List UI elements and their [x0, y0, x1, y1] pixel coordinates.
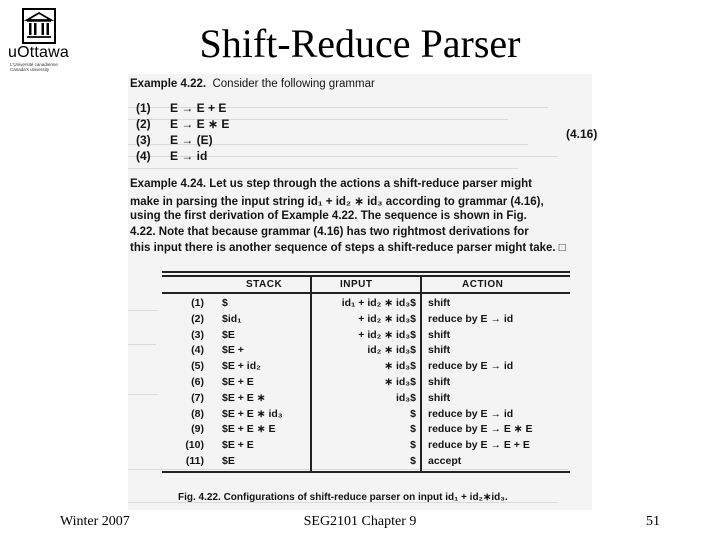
- figure-caption: Fig. 4.22. Configurations of shift-reduce parser on input id₁ + id₂∗id₃.: [178, 492, 508, 503]
- stack-cell: $E +: [222, 344, 244, 357]
- input-cell: $: [410, 423, 416, 436]
- action-cell: shift: [428, 391, 451, 404]
- example-424-line: 4.22. Note that because grammar (4.16) has two rightmost derivations for: [130, 226, 529, 238]
- stack-cell: $E: [222, 455, 235, 467]
- stack-cell: $E + E ∗ id₃: [222, 407, 283, 420]
- action-cell: shift: [428, 344, 451, 357]
- example-424-line: make in parsing the input string id₁ + id₂ ∗ id₃ according to grammar (4.16),: [130, 196, 544, 208]
- example-422-line: Example 4.22. Consider the following grammar: [130, 78, 375, 90]
- table-rule: [162, 292, 570, 294]
- table-rule: [162, 271, 570, 273]
- input-cell: + id₂ ∗ id₃$: [358, 328, 416, 341]
- stack-cell: $E + E: [222, 376, 254, 388]
- row-number: (5): [191, 360, 204, 373]
- footer-course: SEG2101 Chapter 9: [303, 514, 417, 529]
- stack-cell: $E + E ∗: [222, 391, 266, 404]
- stack-cell: $E + E: [222, 439, 254, 452]
- stack-cell: $E + E ∗ E: [222, 423, 276, 436]
- row-number: (1): [191, 297, 204, 309]
- input-cell: id₁ + id₂ ∗ id₃$: [341, 297, 416, 309]
- action-cell: reduce by E → id: [428, 360, 514, 373]
- stack-cell: $E: [222, 328, 235, 341]
- action-cell: reduce by E → E + E: [428, 439, 530, 452]
- row-number: (7): [191, 391, 204, 404]
- table-divider: [310, 275, 312, 471]
- footer-page-number: 51: [646, 514, 660, 529]
- footer-date: Winter 2007: [60, 514, 130, 529]
- grammar-rule: (2) E → E ∗ E: [136, 117, 230, 131]
- action-cell: shift: [428, 328, 451, 341]
- example-424-line: Example 4.24. Let us step through the actions a shift-reduce parser might: [130, 178, 532, 190]
- table-rule: [162, 275, 570, 277]
- input-cell: id₂ ∗ id₃$: [367, 344, 416, 357]
- action-header: ACTION: [462, 279, 504, 290]
- grammar-rule: (4) E → id: [136, 149, 208, 163]
- stack-header: STACK: [246, 279, 283, 290]
- stack-cell: $: [222, 297, 228, 309]
- grammar-rule: (1) E → E + E: [136, 101, 227, 115]
- action-cell: accept: [428, 455, 462, 467]
- row-number: (8): [191, 407, 204, 420]
- textbook-scan: [128, 74, 598, 510]
- logo-wordmark: uOttawa: [8, 44, 69, 61]
- grammar-rule: (3) E → (E): [136, 133, 213, 147]
- input-cell: $: [410, 439, 416, 452]
- input-cell: $: [410, 455, 416, 467]
- example-424-line: this input there is another sequence of steps a shift-reduce parser might take. □: [130, 242, 566, 254]
- input-cell: + id₂ ∗ id₃$: [358, 312, 416, 325]
- stack-cell: $id₁: [222, 312, 242, 325]
- equation-number: (4.16): [566, 127, 598, 141]
- action-cell: reduce by E → E ∗ E: [428, 423, 533, 436]
- example-424-line: using the first derivation of Example 4.22. The sequence is shown in Fig.: [130, 210, 527, 222]
- row-number: (6): [191, 376, 204, 388]
- row-number: (10): [185, 439, 204, 452]
- row-number: (4): [191, 344, 204, 357]
- row-number: (9): [191, 423, 204, 436]
- table-rule: [162, 471, 570, 473]
- input-cell: ∗ id₃$: [384, 376, 416, 388]
- input-cell: $: [410, 407, 416, 420]
- logo-tagline: L'Université canadienne Canada's university: [10, 62, 58, 72]
- action-cell: shift: [428, 297, 451, 309]
- action-cell: shift: [428, 376, 451, 388]
- row-number: (2): [191, 312, 204, 325]
- row-number: (3): [191, 328, 204, 341]
- action-cell: reduce by E → id: [428, 407, 514, 420]
- stack-cell: $E + id₂: [222, 360, 261, 373]
- input-cell: id₃$: [395, 391, 416, 404]
- input-header: INPUT: [340, 279, 373, 290]
- slide-title: Shift-Reduce Parser: [199, 21, 521, 66]
- input-cell: ∗ id₃$: [384, 360, 416, 373]
- table-divider: [420, 275, 422, 471]
- row-number: (11): [185, 455, 204, 467]
- action-cell: reduce by E → id: [428, 312, 514, 325]
